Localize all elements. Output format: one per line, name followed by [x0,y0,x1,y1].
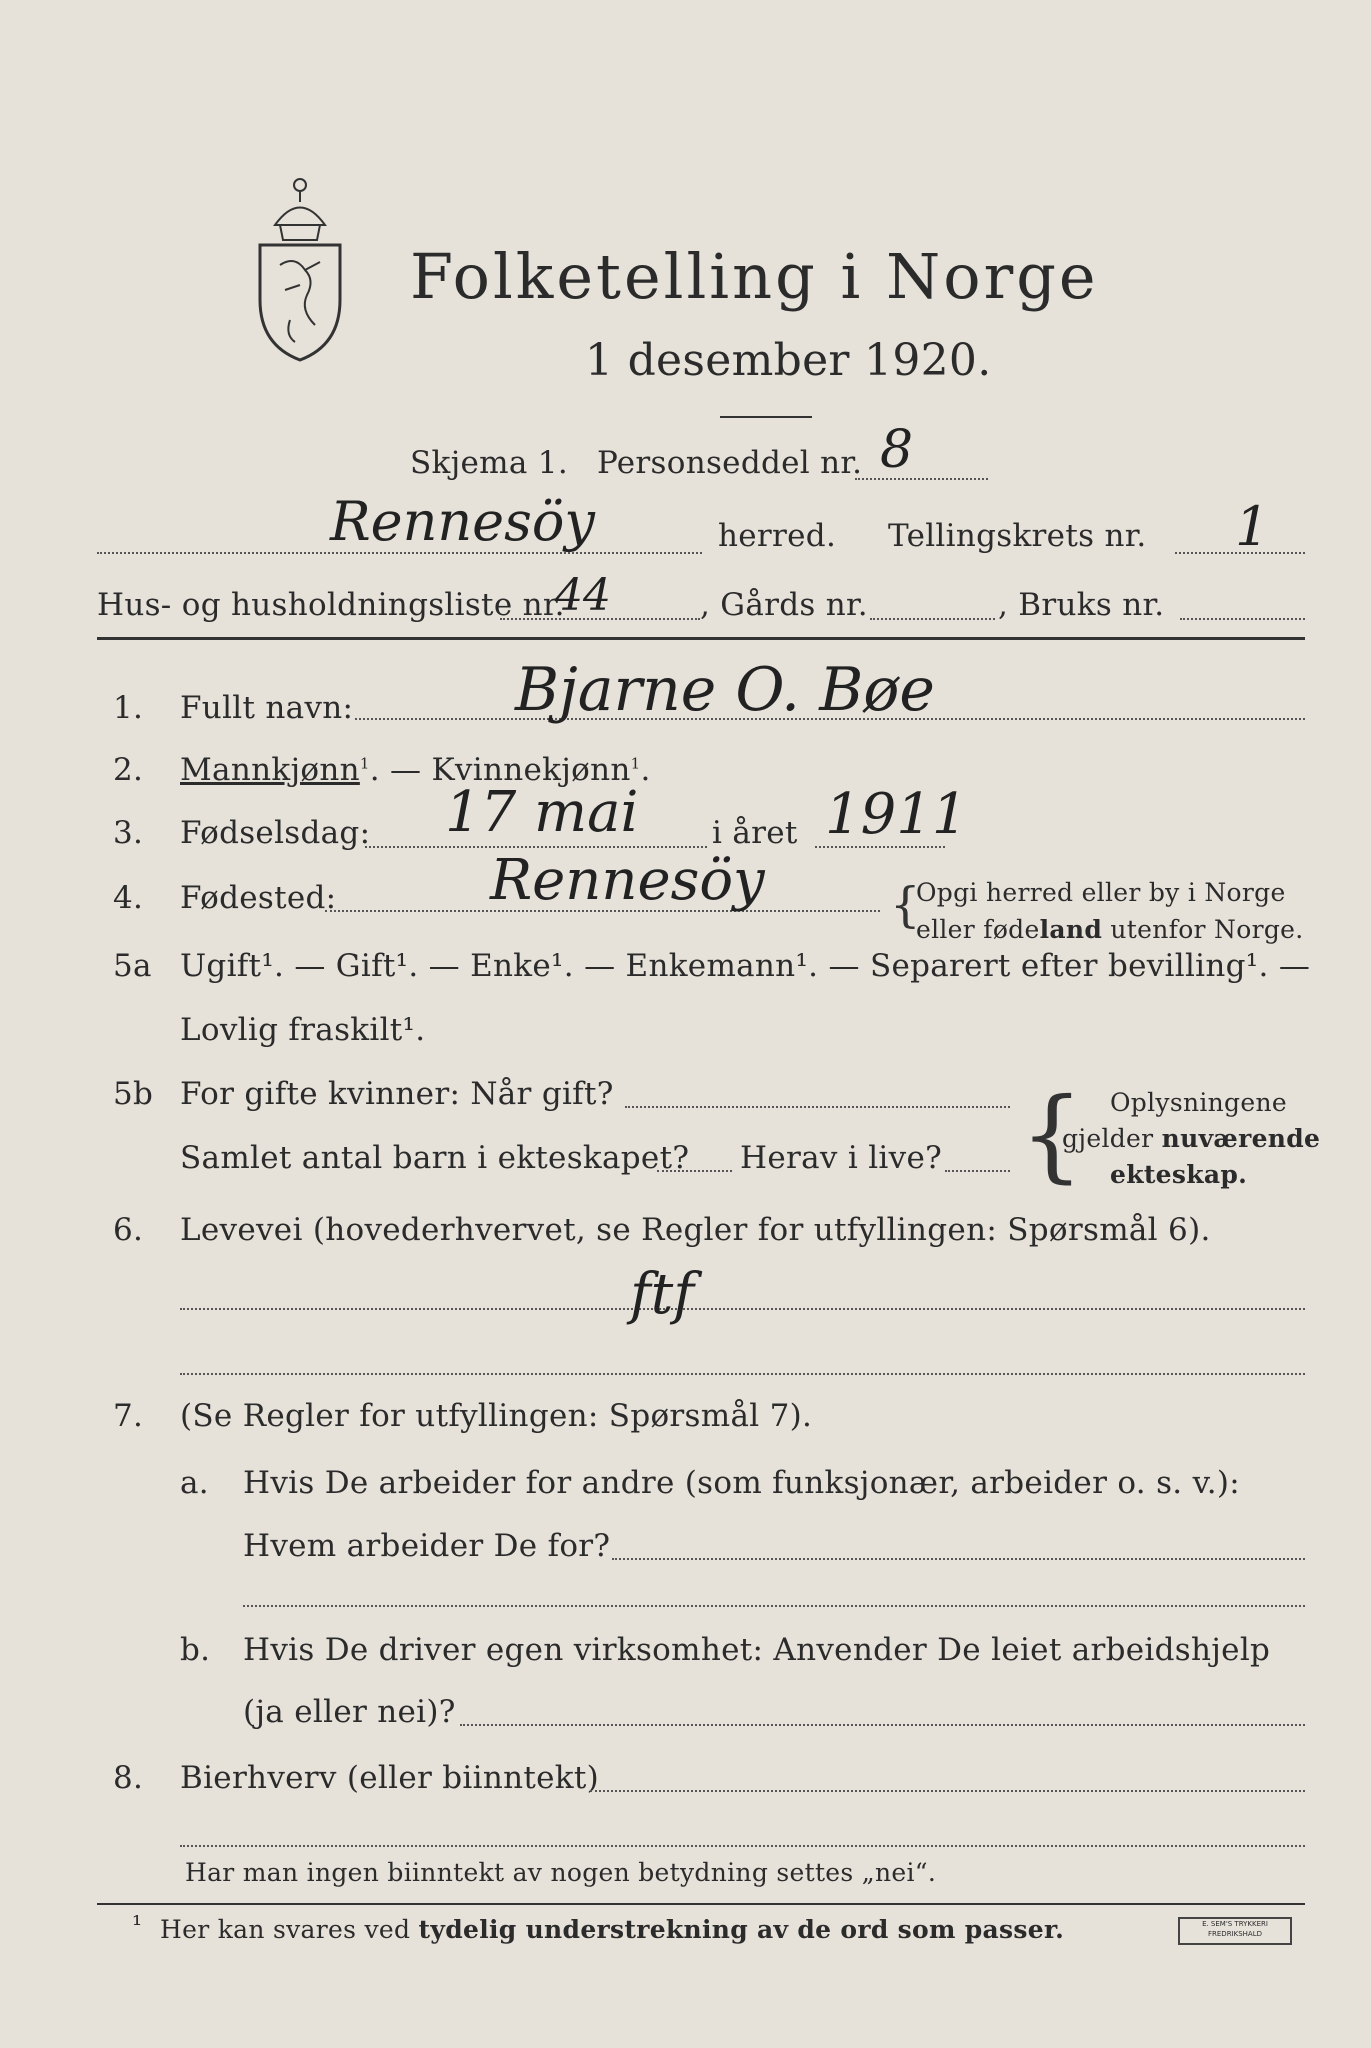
tellingskrets-value: 1 [1235,495,1270,558]
q3-day-value: 17 mai [445,780,639,845]
footnote-text-a: Her kan svares ved [160,1915,419,1944]
q1-label: Fullt navn: [180,690,354,726]
printer-stamp [1178,1917,1292,1945]
q1-number: 1. [113,690,144,726]
footnote-marker: ¹ [132,1910,143,1939]
q5b-children-field[interactable] [657,1170,732,1172]
q5b-note-line-3: ekteskap. [1110,1160,1248,1189]
q5b-married-field[interactable] [625,1106,1010,1108]
q7-label: (Se Regler for utfyllingen: Spørsmål 7). [180,1398,813,1434]
q2-separator: . — Kvinnekjønn [369,752,631,788]
q7a-letter: a. [180,1465,209,1501]
q5b-number: 5b [113,1076,154,1112]
coat-of-arms-icon [245,170,355,365]
q4-label: Fødested: [180,880,337,916]
q6-value: ftf [630,1262,694,1327]
form-title: Folketelling i Norge [410,240,1099,313]
q6-field-1[interactable] [180,1308,1305,1310]
footnote-text [160,1915,1064,1944]
q7b-letter: b. [180,1632,211,1668]
schema-label: Skjema 1. [410,445,568,481]
q7b-label: Hvis De driver egen virksomhet: Anvender De leiet arbeidshjelp [243,1632,1271,1668]
bruks-label: , Bruks nr. [998,587,1165,623]
q8-number: 8. [113,1760,144,1796]
q6-number: 6. [113,1212,144,1248]
gards-field[interactable] [870,618,995,620]
q8-note: Har man ingen biinntekt av nogen betydning settes „nei“. [185,1858,937,1887]
q7b-field[interactable] [460,1724,1305,1726]
q8-field-2[interactable] [180,1845,1305,1847]
q3-number: 3. [113,815,144,851]
q4-number: 4. [113,880,144,916]
q4-note-line-1: Opgi herred eller by i Norge [916,878,1286,907]
q5a-options[interactable]: Ugift¹. — Gift¹. — Enke¹. — Enkemann¹. — Separert efter bevilling¹. — [180,948,1311,984]
q7a-label: Hvis De arbeider for andre (som funksjonær, arbeider o. s. v.): [243,1465,1241,1501]
title-divider [720,416,812,418]
bruks-field[interactable] [1180,618,1305,620]
q7a-label-2: Hvem arbeider De for? [243,1528,611,1564]
tellingskrets-label: Tellingskrets nr. [888,518,1147,554]
footer-rule [97,1903,1305,1905]
q5a-number: 5a [113,948,152,984]
personseddel-value: 8 [880,420,914,480]
husliste-value: 44 [555,570,611,621]
header-rule [97,637,1305,640]
footnote-text-b: tydelig understrekning av de ord som passer. [418,1915,1065,1944]
q4-note-2a: eller føde [916,915,1040,944]
q2-male-option[interactable]: Mannkjønn$^1$. — Kvinnekjønn$^1$. [180,752,651,788]
q8-field-1[interactable] [590,1790,1305,1792]
q5b-label-2: Samlet antal barn i ekteskapet? [180,1140,690,1176]
q7b-label-2: (ja eller nei)? [243,1694,456,1730]
q2-number: 2. [113,752,144,788]
q1-value: Bjarne O. Bøe [515,655,935,725]
q5b-note-brace: { [1020,1076,1084,1193]
q2-male-label: Mannkjønn [180,752,360,788]
q4-value: Rennesöy [490,848,765,913]
q3-label: Fødselsdag: [180,815,371,851]
personseddel-label: Personseddel nr. [597,445,863,481]
q6-field-2[interactable] [180,1373,1305,1375]
census-date: 1 desember 1920. [585,335,992,386]
q4-note-brace: { [890,877,921,933]
q5a-options-2[interactable]: Lovlig fraskilt¹. [180,1012,426,1048]
husliste-label: Hus- og husholdningsliste nr. [97,587,565,623]
personseddel-field[interactable] [855,478,988,480]
q5b-note-line-1: Oplysningene [1110,1088,1287,1117]
q7a-field-1[interactable] [612,1558,1305,1560]
q5b-alive-field[interactable] [945,1170,1010,1172]
q5b-note-2a: gjelder [1062,1124,1162,1153]
q5b-note-line-2 [1062,1124,1320,1153]
q4-note-2c: utenfor Norge. [1102,915,1304,944]
q7a-field-2[interactable] [243,1605,1305,1607]
q3-year-label: i året [712,815,798,851]
q5b-note-2b: nuværende [1161,1124,1321,1153]
q3-year-value: 1911 [825,782,968,847]
printer-stamp-text: E. SEM'S TRYKKERI FREDRIKSHALD [1202,1920,1268,1938]
q6-label: Levevei (hovederhvervet, se Regler for utfyllingen: Spørsmål 6). [180,1212,1211,1248]
herred-value: Rennesöy [330,490,595,553]
herred-label: herred. [718,518,837,554]
q4-note-line-2 [916,915,1303,944]
q7-number: 7. [113,1398,144,1434]
q4-note-2b: land [1039,915,1103,944]
q8-label: Bierhverv (eller biinntekt) [180,1760,600,1796]
gards-label: , Gårds nr. [700,587,868,623]
q5b-label-3: Herav i live? [740,1140,943,1176]
q5b-label-1: For gifte kvinner: Når gift? [180,1076,614,1112]
q2-end: . [640,752,651,788]
